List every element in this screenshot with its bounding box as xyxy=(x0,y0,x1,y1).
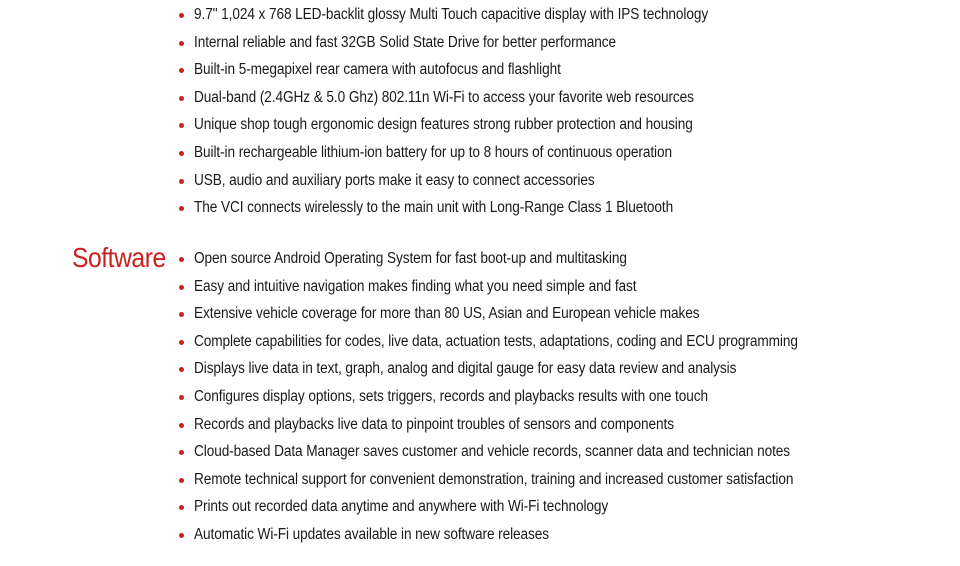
feature-text: Remote technical support for convenient demonstration, training and increased customer satisfaction xyxy=(194,470,794,488)
feature-text: Internal reliable and fast 32GB Solid State Drive for better performance xyxy=(194,33,617,51)
bullet-icon xyxy=(179,179,184,184)
feature-text: Built-in rechargeable lithium-ion battery for up to 8 hours of continuous operation xyxy=(194,143,672,161)
list-item xyxy=(176,111,936,139)
list-item xyxy=(176,84,936,112)
feature-text: Displays live data in text, graph, analog and digital gauge for easy data review and analysis xyxy=(194,360,737,378)
bullet-icon xyxy=(179,257,184,262)
hardware-feature-list xyxy=(176,1,936,222)
feature-text: The VCI connects wirelessly to the main unit with Long-Range Class 1 Bluetooth xyxy=(194,199,674,217)
bullet-icon xyxy=(179,533,184,538)
feature-text: Cloud-based Data Manager saves customer and vehicle records, scanner data and technician notes xyxy=(194,443,791,461)
feature-text: Open source Android Operating System for fast boot-up and multitasking xyxy=(194,250,627,267)
bullet-icon xyxy=(179,96,184,101)
feature-text: Extensive vehicle coverage for more than 80 US, Asian and European vehicle makes xyxy=(194,305,700,323)
bullet-icon xyxy=(179,123,184,128)
software-feature-list xyxy=(176,245,936,549)
bullet-icon xyxy=(179,395,184,400)
bullet-icon xyxy=(179,151,184,156)
bullet-icon xyxy=(179,367,184,372)
list-item xyxy=(176,300,936,328)
list-item xyxy=(176,438,936,466)
list-item xyxy=(176,1,936,29)
list-item xyxy=(176,411,936,439)
bullet-icon xyxy=(179,312,184,317)
feature-text: Dual-band (2.4GHz & 5.0 Ghz) 802.11n Wi-Fi to access your favorite web resources xyxy=(194,88,694,106)
bullet-icon xyxy=(179,68,184,73)
list-item xyxy=(176,194,936,222)
bullet-icon xyxy=(179,206,184,211)
bullet-icon xyxy=(179,13,184,18)
bullet-icon xyxy=(179,478,184,483)
list-item xyxy=(176,521,936,549)
list-item xyxy=(176,355,936,383)
list-item xyxy=(176,383,936,411)
feature-text: Complete capabilities for codes, live data, actuation tests, adaptations, coding and ECU programming xyxy=(194,332,798,350)
feature-text: Easy and intuitive navigation makes finding what you need simple and fast xyxy=(194,277,637,295)
feature-text: Built-in 5-megapixel rear camera with autofocus and flashlight xyxy=(194,61,561,79)
list-item xyxy=(176,167,936,195)
list-item xyxy=(176,328,936,356)
feature-text: Automatic Wi-Fi updates available in new software releases xyxy=(194,525,550,543)
bullet-icon xyxy=(179,450,184,455)
feature-text: USB, audio and auxiliary ports make it easy to connect accessories xyxy=(194,171,595,189)
list-item xyxy=(176,139,936,167)
section-heading-software: Software xyxy=(72,242,166,273)
bullet-icon xyxy=(179,505,184,510)
list-item xyxy=(176,466,936,494)
bullet-icon xyxy=(179,41,184,46)
list-item xyxy=(176,56,936,84)
list-item xyxy=(176,245,936,273)
feature-text: 9.7" 1,024 x 768 LED-backlit glossy Multi Touch capacitive display with IPS technology xyxy=(194,6,709,23)
list-item xyxy=(176,29,936,57)
bullet-icon xyxy=(179,340,184,345)
feature-text: Unique shop tough ergonomic design features strong rubber protection and housing xyxy=(194,116,693,134)
feature-text: Records and playbacks live data to pinpoint troubles of sensors and components xyxy=(194,415,674,433)
list-item xyxy=(176,493,936,521)
list-item xyxy=(176,273,936,301)
feature-text: Configures display options, sets triggers, records and playbacks results with one touch xyxy=(194,387,708,405)
feature-text: Prints out recorded data anytime and anywhere with Wi-Fi technology xyxy=(194,498,609,516)
bullet-icon xyxy=(179,423,184,428)
bullet-icon xyxy=(179,285,184,290)
